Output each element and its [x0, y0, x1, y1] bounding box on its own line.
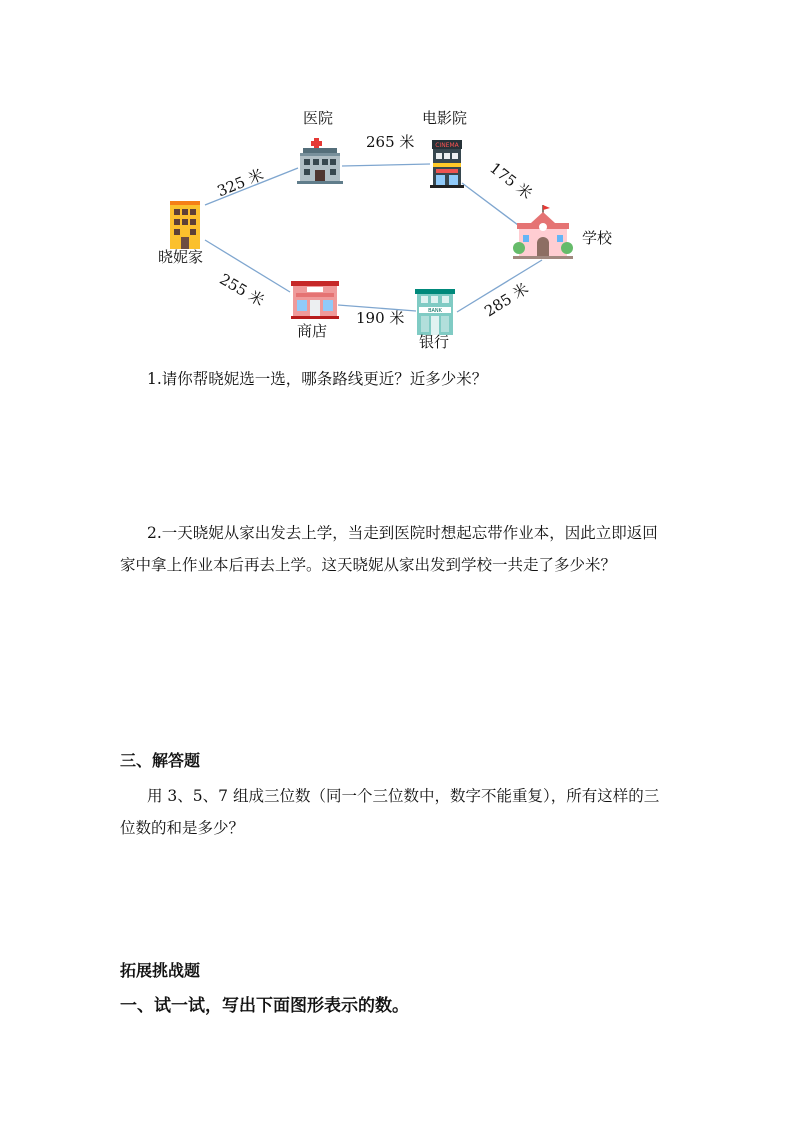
distance-home-hospital: 325 米: [214, 165, 267, 201]
label-home: 晓妮家: [158, 248, 204, 266]
cinema-sign: CINEMA: [435, 142, 459, 149]
route-map: [0, 0, 794, 360]
distance-home-shop: 255 米: [216, 270, 268, 310]
cinema-icon: [430, 140, 464, 188]
hospital-icon: [297, 138, 343, 184]
shop-icon: [291, 281, 339, 319]
question-1: 1.请你帮晓妮选一选，哪条路线更近？近多少米？: [147, 370, 488, 388]
label-bank: 银行: [419, 333, 450, 351]
distance-hospital-cinema: 265 米: [366, 133, 415, 151]
bank-sign: BANK: [428, 308, 442, 314]
label-cinema: 电影院: [422, 109, 468, 127]
label-school: 学校: [582, 229, 613, 247]
question-2-line-2: 家中拿上作业本后再去上学。这天晓妮从家出发到学校一共走了多少米？: [120, 556, 617, 574]
label-shop: 商店: [297, 322, 328, 340]
label-hospital: 医院: [303, 109, 334, 127]
section-3-problem-line-1: 用 3、5、7 组成三位数（同一个三位数中，数字不能重复），所有这样的三: [147, 787, 660, 805]
bank-icon: [415, 289, 455, 335]
route-lines: [0, 0, 794, 360]
distance-bank-school: 285 米: [481, 279, 532, 321]
extension-subtitle: 一、试一试，写出下面图形表示的数。: [120, 996, 409, 1016]
school-icon: [513, 205, 573, 259]
section-3-title: 三、解答题: [120, 751, 201, 770]
distance-cinema-school: 175 米: [486, 158, 536, 203]
home-icon: [168, 201, 202, 249]
distance-shop-bank: 190 米: [356, 309, 405, 327]
extension-title: 拓展挑战题: [120, 961, 201, 980]
question-2-line-1: 2.一天晓妮从家出发去上学，当走到医院时想起忘带作业本，因此立即返回: [147, 524, 658, 542]
route-hospital-cinema: [342, 164, 430, 166]
section-3-problem-line-2: 位数的和是多少？: [120, 819, 245, 837]
